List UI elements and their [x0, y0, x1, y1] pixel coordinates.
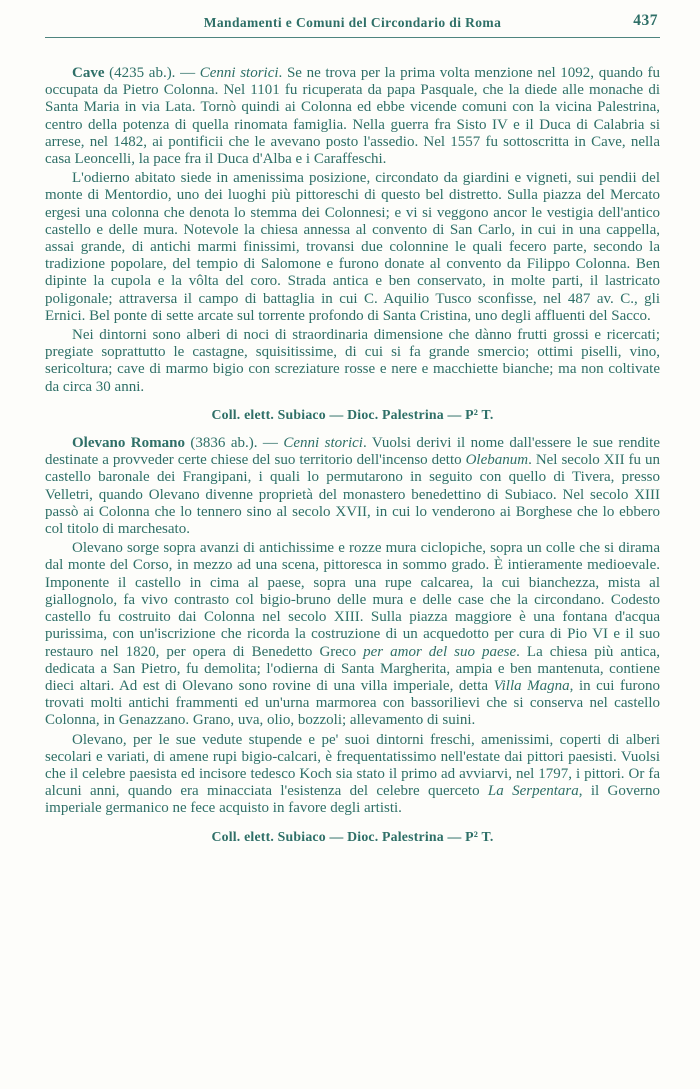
paragraph-cave-dintorni: Nei dintorni sono alberi di noci di straordinaria dimensione che dànno frutti grossi e ricercati; pregiate soprattutto le castagne, squisitissime, di cui si fa grande smercio; ottimi piselli, vino, sericoltura; cave di marmo bigio con screziature rosse e nere e macchiette bianche; ma non coltivate da circa 30 anni. [45, 327, 660, 395]
section-olevano-romano [45, 435, 660, 845]
page-number: 437 [633, 12, 658, 29]
paragraph-olevano-descrizione: Olevano sorge sopra avanzi di antichissime e rozze mura ciclopiche, sopra un colle che si dirama dal monte del Corso, in mezzo ad una scena, pittoresca in sommo grado. È intieramente medioevale. Imponente il castello in cima al paese, sopra una rupe calcarea, la cui bianchezza, mista al giallognolo, fa vivo contrasto col bigio-bruno delle mura e delle case che la circondano. Codesto castello fu costruito dai Colonna nel secolo XIII. Sulla piazza maggiore è una fontana d'acqua purissima, con un'iscrizione che ricorda la costruzione di un acquedotto per cura di Pio VI e il suo restauro nel 1820, per opera di Benedetto Greco per amor del suo paese. La chiesa più antica, dedicata a San Pietro, fu demolita; l'odierna di Santa Margherita, ampia e ben mantenuta, contiene dieci altari. Ad est di Olevano sono rovine di una villa imperiale, detta Villa Magna, in cui furono trovati molti antichi frammenti ed un'urna marmorea con bassorilievi che si conserva nel castello Colonna, in Genazzano. Grano, uva, olio, bozzoli; allevamento di suini. [45, 540, 661, 729]
paragraph-olevano-storici: Olevano Romano (3836 ab.). — Cenni storici. Vuolsi derivi il nome dall'essere le sue rendite destinate a provveder certe chiese del suo territorio dell'incenso detto Olebanum. Nel secolo XII fu un castello baronale dei Frangipani, i quali lo permutarono in seguito con quello di Tivera, presso Velletri, quando Olevano divenne proprietà del monastero benedettino di Subiaco. Nel secolo XIII passò ai Colonna che lo tennero sino al secolo XVII, in cui lo venderono ai Borghese che lo ebbero col titolo di marchesato. [45, 435, 660, 538]
header-rule [45, 37, 660, 38]
section-footer-olevano: Coll. elett. Subiaco — Dioc. Palestrina — P² T. [211, 828, 494, 844]
page-header [45, 13, 660, 31]
paragraph-cave-abitato: L'odierno abitato siede in amenissima posizione, circondato da giardini e vigneti, sui pendii del monte di Mentordio, uno dei luoghi più pittoreschi di questo bel distretto. Sulla piazza del Mercato ergesi una colonna che denota lo stemma dei Colonnesi; e vi si veggono ancor le vestigia dell'antico castello e delle mura. Notevole la chiesa annessa al convento di San Carlo, in cui in una cappella, assai grande, di antichi marmi finissimi, trovansi due colonnine le quali fecero parte, secondo la tradizione popolare, del tempio di Salomone e furono donate al convento da Filippo Colonna. Ben dipinte la cupola e la vôlta del coro. Strada antica e ben conservato, in molte parti, il lastricato poligonale; attraversa il campo di battaglia in cui C. Aquilio Tusco sconfisse, nel 487 av. C., gli Ernici. Bel ponte di sette arcate sul torrente profondo di Santa Cristina, uno degli affluenti del Sacco. [45, 170, 660, 324]
section-footer-cave: Coll. elett. Subiaco — Dioc. Palestrina — P² T. [211, 406, 494, 422]
paragraph-cave-storici: Cave (4235 ab.). — Cenni storici. Se ne trova per la prima volta menzione nel 1092, quando fu occupata da Pietro Colonna. Nel 1101 fu ricuperata da papa Pasquale, che la diede alle monache di Santa Maria in via Lata. Tornò quindi ai Colonna ed ebbe vicende comuni con la vicina Palestrina, centro della potenza di quella rinomata famiglia. Nella guerra fra Sisto IV e il Duca di Calabria si arrese, nel 1482, ai pontificii che le avevano posto l'assedio. Nel 1557 fu sottoscritta in Cave, nella casa Leoncelli, la pace fra il Duca d'Alba e i Caraffeschi. [45, 65, 660, 168]
body-text [45, 65, 660, 845]
paragraph-olevano-pittori: Olevano, per le sue vedute stupende e pe' suoi dintorni freschi, amenissimi, coperti di alberi secolari e variati, di amene rupi bigio-calcari, è frequentatissimo nell'estate dai pittori paesisti. Vuolsi che il celebre paesista ed incisore tedesco Koch sia stato il primo ad avviarvi, nel 1797, i pittori. Or fa alcuni anni, quando era minacciata l'esistenza del celebre querceto La Serpentara, il Governo imperiale germanico ne fece acquisto in favore degli artisti. [45, 731, 661, 817]
running-title: Mandamenti e Comuni del Circondario di Roma [203, 15, 502, 30]
section-cave [45, 65, 660, 423]
